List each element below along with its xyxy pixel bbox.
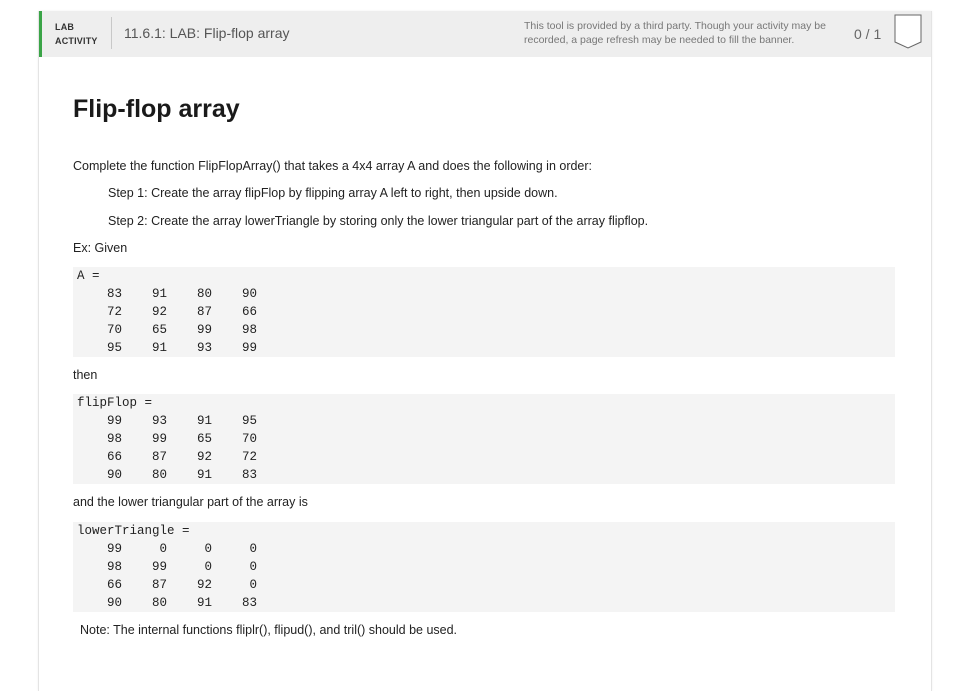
note-text: Note: The internal functions fliplr(), flipud(), and tril() should be used.: [80, 623, 458, 637]
step-1-text: Step 1: Create the array flipFlop by flipping array A left to right, then upside down.: [108, 186, 558, 200]
code-block-flipflop: flipFlop = 99 93 91 95 98 99 65 70 66 87 92 72 90 80 91 83: [73, 394, 895, 484]
lab-activity-card: [38, 11, 932, 691]
banner-divider: [111, 17, 112, 49]
step-2-text: Step 2: Create the array lowerTriangle by storing only the lower triangular part of the array flipflop.: [108, 214, 649, 228]
completion-bookmark-icon: [894, 14, 922, 49]
third-party-tool-note: This tool is provided by a third party. Though your activity may be recorded, a page refresh may be needed to fill the banner.: [524, 20, 826, 46]
page-title: Flip-flop array: [73, 95, 240, 123]
then-label: then: [73, 368, 98, 382]
badge-line-1: LAB: [55, 22, 75, 32]
score-display: 0 / 1: [854, 26, 882, 42]
code-block-a: A = 83 91 80 90 72 92 87 66 70 65 99 98 95 91 93 99: [73, 267, 895, 357]
badge-line-2: ACTIVITY: [55, 36, 98, 46]
code-block-lower-triangle: lowerTriangle = 99 0 0 0 98 99 0 0 66 87 92 0 90 80 91 83: [73, 522, 895, 612]
activity-title: 11.6.1: LAB: Flip-flop array: [124, 25, 290, 41]
lower-triangle-label: and the lower triangular part of the array is: [73, 495, 308, 509]
example-label: Ex: Given: [73, 241, 128, 255]
intro-text: Complete the function FlipFlopArray() that takes a 4x4 array A and does the following in order:: [73, 159, 593, 173]
activity-banner: [39, 11, 931, 57]
activity-type-badge: [55, 20, 98, 48]
